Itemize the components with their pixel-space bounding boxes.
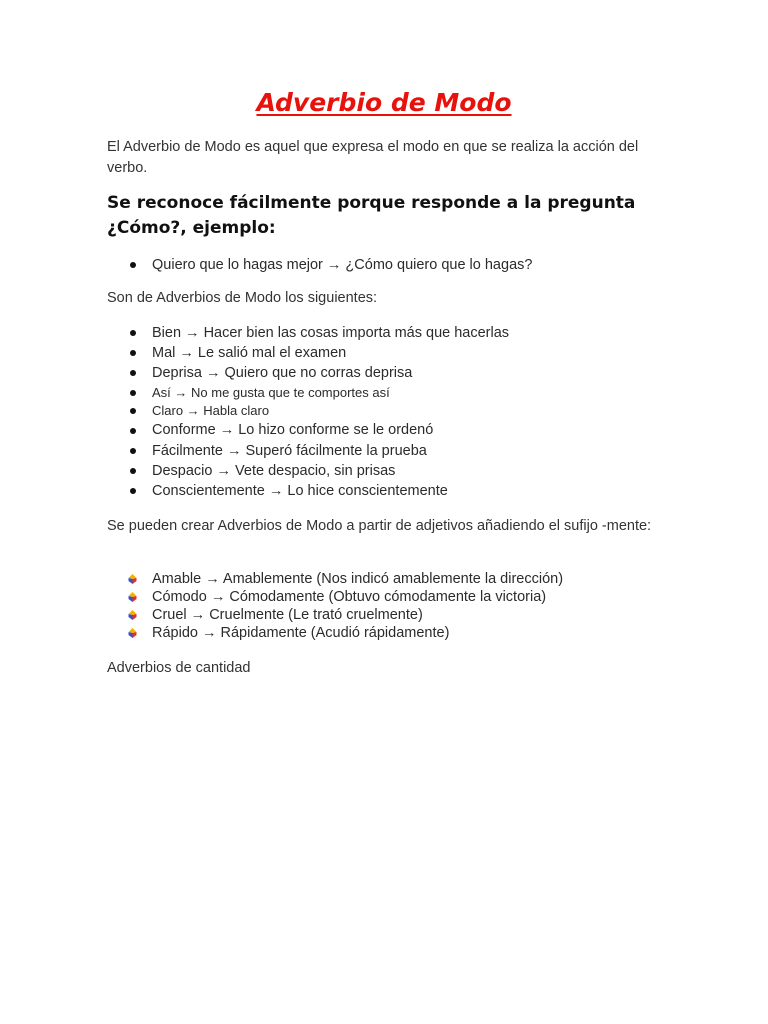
list-item bbox=[107, 363, 509, 383]
bullet-dot-icon bbox=[130, 262, 136, 268]
suffix-intro: Se pueden crear Adverbios de Modo a partir de adjetivos añadiendo el sufijo -mente: bbox=[107, 518, 652, 534]
list-item bbox=[107, 461, 509, 481]
list-item-text: Cruel → Cruelmente (Le trató cruelmente) bbox=[152, 607, 423, 623]
bullet-dot-icon bbox=[130, 448, 136, 454]
bullet-dot-icon bbox=[130, 350, 136, 356]
list-item-text: Así → No me gusta que te comportes así bbox=[152, 385, 390, 400]
bullet-dot-icon bbox=[130, 330, 136, 336]
list-item-text: Conscientemente → Lo hice conscientemente bbox=[152, 483, 448, 499]
colored-diamond-bullet-icon bbox=[128, 592, 137, 602]
list-item bbox=[107, 420, 509, 441]
list-item bbox=[107, 588, 563, 606]
list-item bbox=[107, 441, 509, 461]
list-item-text: Rápido → Rápidamente (Acudió rápidamente) bbox=[152, 625, 450, 641]
list-item-text: Fácilmente → Superó fácilmente la prueba bbox=[152, 443, 427, 459]
colored-diamond-bullet-icon bbox=[128, 628, 137, 638]
list-item bbox=[107, 343, 509, 363]
colored-diamond-bullet-icon bbox=[128, 610, 137, 620]
page-title: Adverbio de Modo bbox=[256, 88, 512, 117]
intro-paragraph: El Adverbio de Modo es aquel que expresa el modo en que se realiza la acción del verbo. bbox=[107, 139, 639, 176]
list-item bbox=[107, 254, 532, 276]
list-item-text: Bien → Hacer bien las cosas importa más que hacerlas bbox=[152, 325, 510, 341]
list-item bbox=[107, 570, 563, 588]
list-item-text: Cómodo → Cómodamente (Obtuvo cómodamente la victoria) bbox=[152, 589, 547, 605]
list-item bbox=[107, 481, 509, 501]
subheading: Se reconoce fácilmente porque responde a la pregunta ¿Cómo?, ejemplo: bbox=[107, 193, 636, 238]
list-item bbox=[107, 383, 509, 402]
bullet-dot-icon bbox=[130, 468, 136, 474]
list-item-text: Conforme → Lo hizo conforme se le ordenó bbox=[152, 422, 434, 438]
suffix-list bbox=[107, 570, 563, 642]
bullet-dot-icon bbox=[130, 488, 136, 494]
list-item-text: Quiero que lo hagas mejor → ¿Cómo quiero que lo hagas? bbox=[152, 257, 533, 273]
list-item bbox=[107, 402, 509, 420]
bullet-dot-icon bbox=[130, 428, 136, 434]
list-item bbox=[107, 624, 563, 642]
list-item-text: Claro → Habla claro bbox=[152, 403, 270, 418]
bullet-dot-icon bbox=[130, 370, 136, 376]
list-item-text: Mal → Le salió mal el examen bbox=[152, 345, 347, 361]
list-intro: Son de Adverbios de Modo los siguientes: bbox=[107, 290, 378, 306]
list-item-text: Deprisa → Quiero que no corras deprisa bbox=[152, 365, 413, 381]
footer-text: Adverbios de cantidad bbox=[107, 660, 251, 676]
adverb-list bbox=[107, 323, 509, 501]
bullet-dot-icon bbox=[130, 390, 136, 396]
list-item bbox=[107, 606, 563, 624]
list-item-text: Despacio → Vete despacio, sin prisas bbox=[152, 463, 396, 479]
list-item bbox=[107, 323, 509, 343]
bullet-dot-icon bbox=[130, 408, 136, 414]
example-list bbox=[107, 254, 532, 276]
list-item-text: Amable → Amablemente (Nos indicó amablemente la dirección) bbox=[152, 571, 564, 587]
colored-diamond-bullet-icon bbox=[128, 574, 137, 584]
